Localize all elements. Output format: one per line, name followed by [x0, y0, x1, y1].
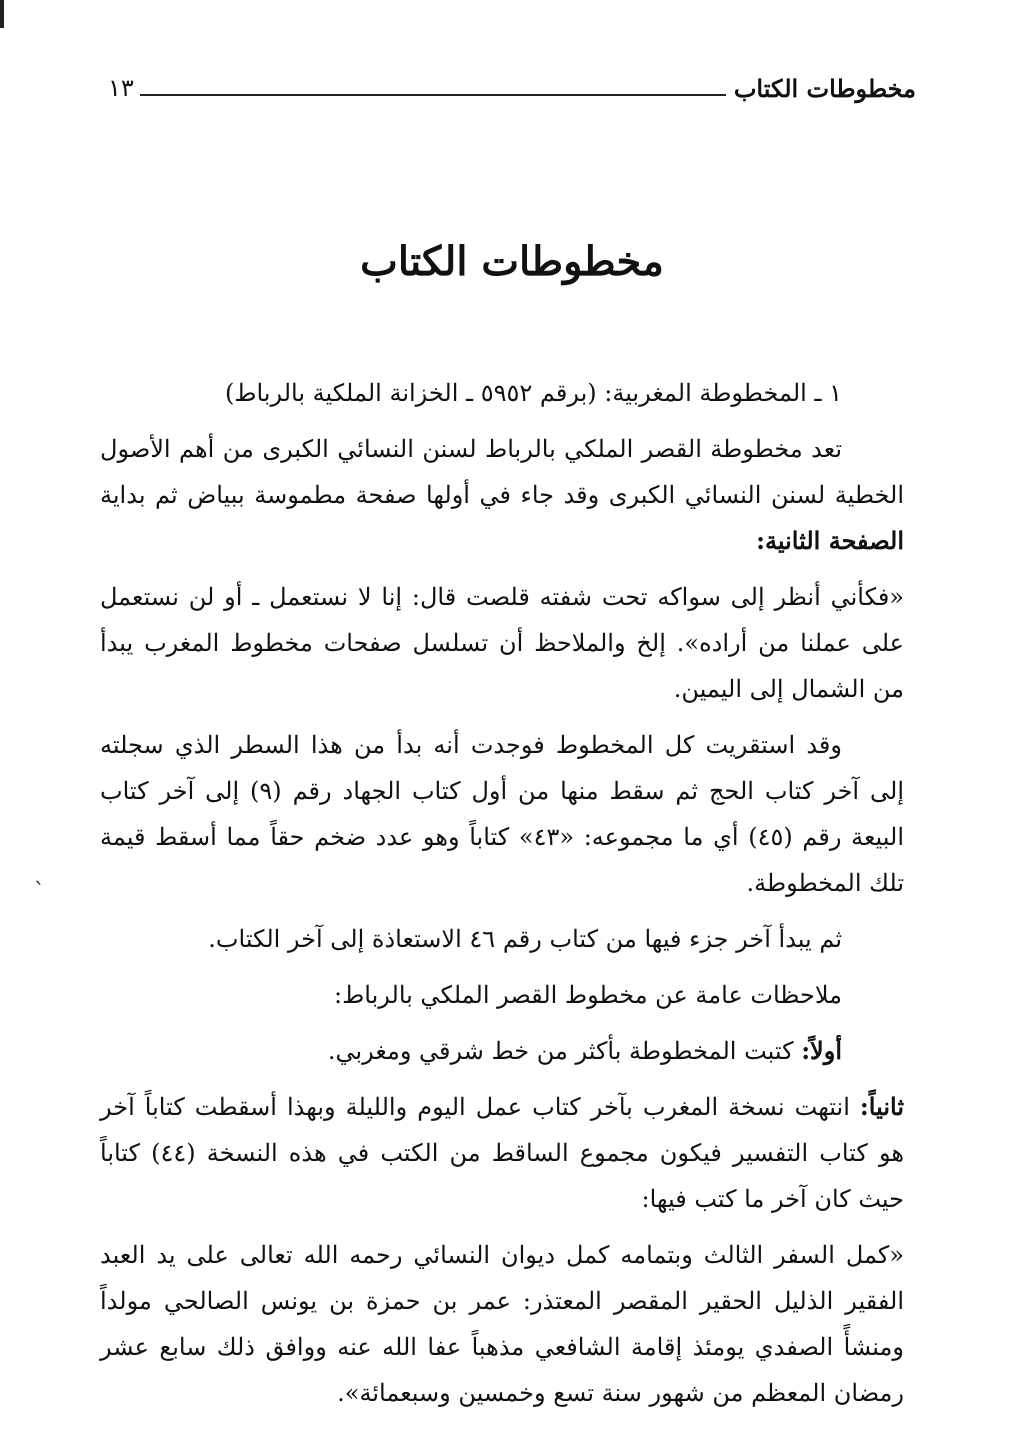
stray-scan-mark: ` — [34, 880, 45, 905]
paragraph-intro — [100, 426, 904, 564]
paragraph-survey: وقد استقريت كل المخطوط فوجدت أنه بدأ من هذا السطر الذي سجلته إلى آخر كتاب الحج ثم سقط منها من أول كتاب الجهاد رقم (٩) إلى آخر كتاب البيعة رقم (٤٥) أي ما مجموعه: «٤٣» كتاباً وهو عدد ضخم حقاً مما أسقط قيمة تلك المخطوطة. — [100, 731, 904, 897]
second-note-text: انتهت نسخة المغرب بآخر كتاب عمل اليوم والليلة وبهذا أسقطت كتاباً آخر هو كتاب التفسير فيكون مجموع الساقط من الكتب في هذه النسخة (٤٤) كتاباً حيث كان آخر ما كتب فيها: — [100, 1093, 904, 1213]
paragraph-intro-end: الصفحة الثانية: — [756, 526, 904, 555]
paragraph-notes-heading: ملاحظات عامة عن مخطوط القصر الملكي بالرباط: — [333, 981, 842, 1009]
paragraph-intro-body: تعد مخطوطة القصر الملكي بالرباط لسنن النسائي الكبرى من أهم الأصول الخطية لسنن النسائي الكبرى وقد جاء في أولها صفحة مطموسة ببياض ثم بداية — [100, 435, 904, 509]
first-note-text: كتبت المخطوطة بأكثر من خط شرقي ومغربي. — [327, 1037, 802, 1065]
second-note-label: ثانياً: — [859, 1092, 904, 1121]
paragraph-manuscript-heading: ١ ـ المخطوطة المغربية: (برقم ٥٩٥٢ ـ الخزانة الملكية بالرباط) — [224, 379, 842, 407]
paragraph-last-part: ثم يبدأ آخر جزء فيها من كتاب رقم ٤٦ الاستعاذة إلى آخر الكتاب. — [208, 925, 842, 953]
paragraph-first-note — [100, 1028, 904, 1074]
running-title: مخطوطات الكتاب — [733, 73, 916, 103]
chapter-title: مخطوطات الكتاب — [360, 238, 664, 285]
header-rule — [140, 94, 726, 96]
page-number: ١٣ — [108, 74, 134, 102]
body-text — [100, 370, 904, 1426]
paragraph-second-note — [100, 1084, 904, 1222]
first-note-label: أولاً: — [801, 1036, 842, 1065]
paragraph-colophon-quote: «كمل السفر الثالث وبتمامه كمل ديوان النسائي رحمه الله تعالى على يد العبد الفقير الذليل الحقير المقصر المعتذر: عمر بن حمزة بن يونس الصالحي مولداً ومنشأً الصفدي يومئذ إقامة الشافعي مذهباً عفا الله عنه ووافق ذلك سابع عشر رمضان المعظم من شهور سنة تسع وخمسين وسبعمائة». — [100, 1241, 904, 1407]
scan-edge-mark — [0, 0, 4, 28]
page-header — [108, 68, 916, 108]
paragraph-quote-opening: «فكأني أنظر إلى سواكه تحت شفته قلصت قال: إنا لا نستعمل ـ أو لن نستعمل على عملنا من أراده». إلخ والملاحظ أن تسلسل صفحات مخطوط المغرب يبدأ من الشمال إلى اليمين. — [100, 583, 904, 703]
